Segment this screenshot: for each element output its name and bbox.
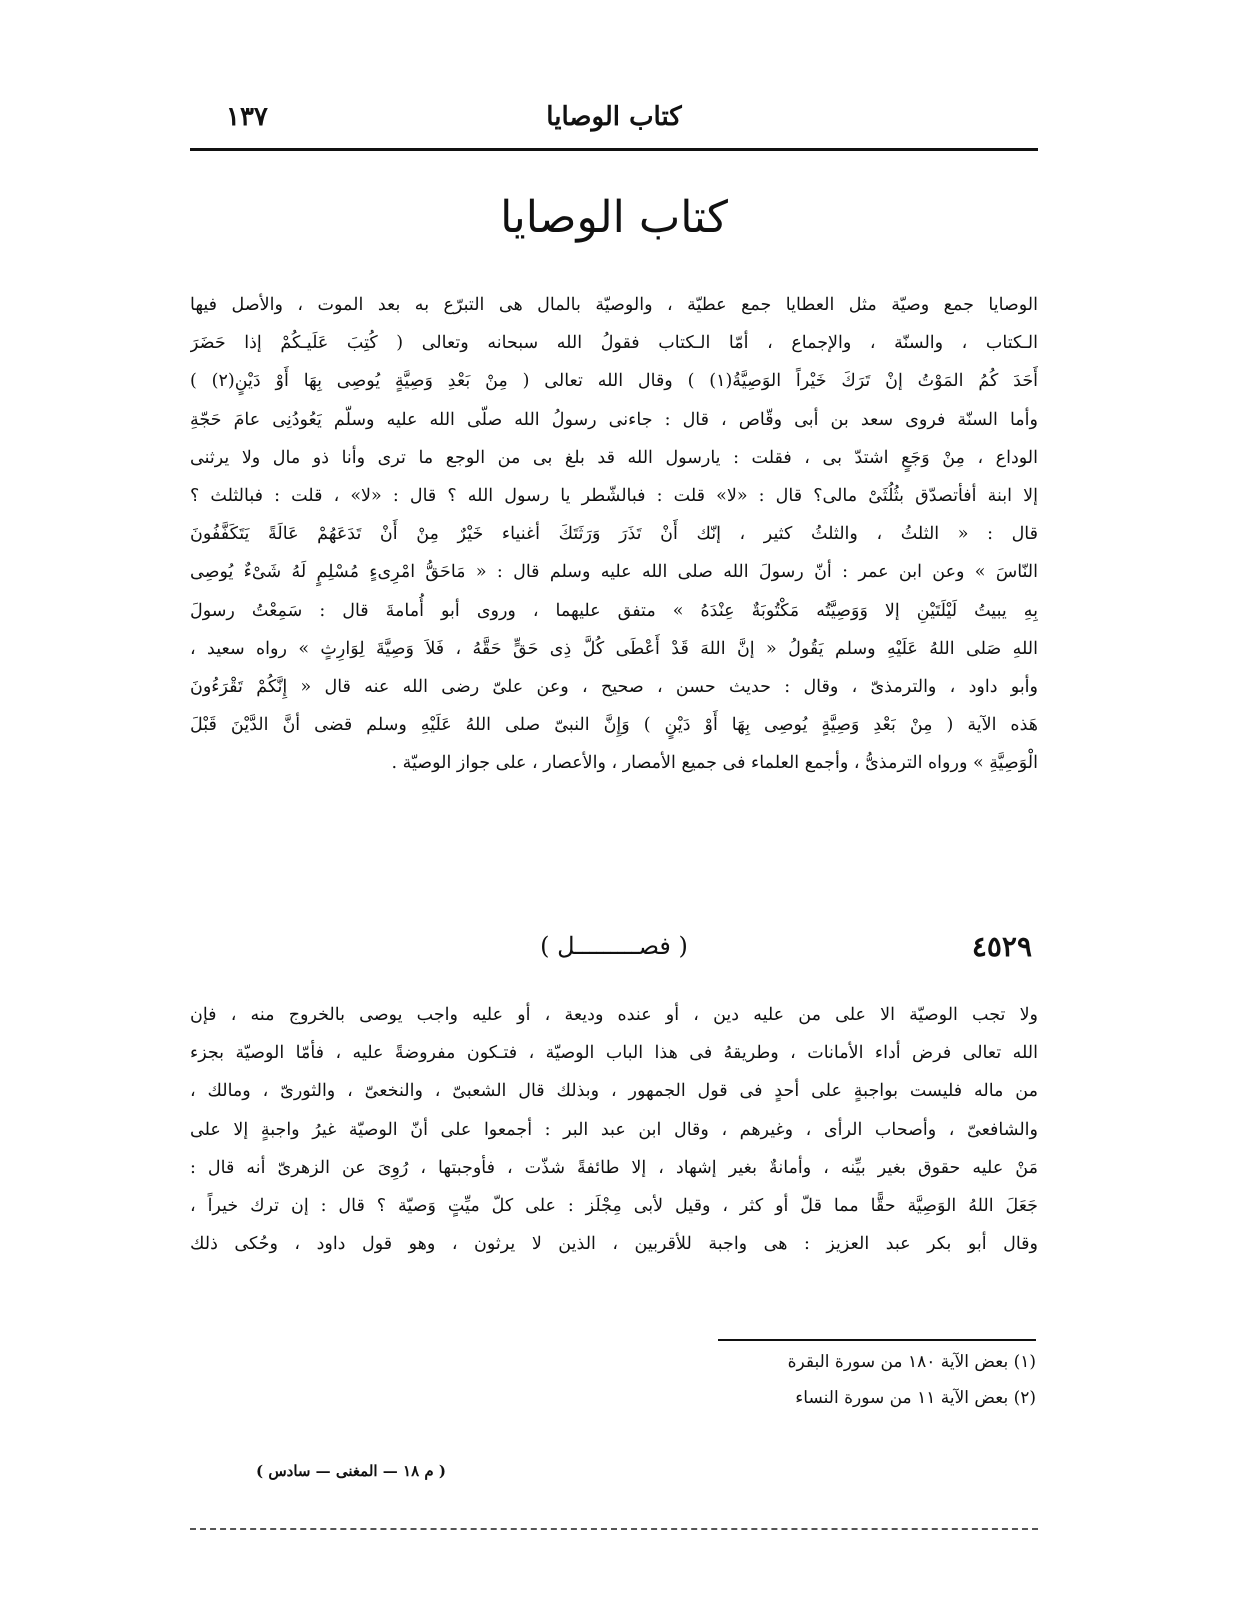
text-line: النّاسَ » وعن ابن عمر : أنّ رسولَ الله صلى الله عليه وسلم قال : « مَاحَقُّ امْرِىءٍ مُسْلِمٍ لَهُ شَىْءٌ يُوصِى (190, 562, 1038, 583)
text-line: وقال أبو بكر عبد العزيز : هى واجبة للأقربين ، الذين لا يرثون ، وهو قول داود ، وحُكى ذلك (190, 1234, 1038, 1255)
running-header-title: كتاب الوصايا (546, 102, 682, 132)
page-number: ١٣٧ (226, 102, 268, 132)
text-line: إلا ابنة أفأتصدّق بثُلُثَىْ مالى؟ قال : «لا» قلت : فبالشّطر يا رسول الله ؟ قال : «لا» ، قلت : فبالثلث ؟ (190, 485, 1038, 506)
text-line: الوصايا جمع وصيّة مثل العطايا جمع عطيّة ، والوصيّة بالمال هى التبرّع به بعد الموت ، والأصل فيها (190, 295, 1038, 315)
text-line: ولا تجب الوصيّة الا على من عليه دين ، أو عنده وديعة ، أو عليه واجب يوصى بالخروج منه ، فإن (190, 1005, 1038, 1025)
header-rule (190, 148, 1038, 151)
text-line: الـكتاب ، والسنّة ، والإجماع ، أمّا الـكتاب فقولُ الله سبحانه وتعالى ( كُتِبَ عَلَيـكُمْ إذا حَضَرَ (190, 333, 1038, 354)
bottom-rule (190, 1528, 1038, 1530)
footnotes (676, 1344, 1036, 1416)
running-header (190, 100, 1038, 144)
section-heading (190, 930, 1038, 976)
text-line: والشافعىّ ، وأصحاب الرأى ، وغيرهم ، وقال ابن عبد البر : أجمعوا على أنّ الوصيّة غيرُ واجبةٍ إلا على (190, 1119, 1038, 1140)
text-line: بِهِ يبيتُ لَيْلَتَيْنِ إلا وَوَصِيَّتُه مَكْتُوبَةٌ عِنْدَهُ » متفق عليهما ، وروى أبو أُمامةَ قال : سَمِعْتُ رسولَ (190, 600, 1038, 621)
text-line: الله تعالى فرض أداء الأمانات ، وطريقهُ فى هذا الباب الوصيّة ، فتـكون مفروضةً عليه ، فأمّا الوصيّة بجزء (190, 1043, 1038, 1064)
section-label: ( فصـــــــــل ) (540, 932, 688, 960)
intro-paragraph (190, 286, 1038, 782)
text-line: قال : « الثلثُ ، والثلثُ كثير ، إنّك أَنْ تَذَرَ وَرَثَتَكَ أغنياء خَيْرٌ مِنْ أَنْ تَدَعَهُمْ عَالَةً يَتَكَفَّفُونَ (190, 524, 1038, 545)
footnote: (٢) بعض الآية ١١ من سورة النساء (795, 1388, 1036, 1408)
text-line: اللهِ صَلى اللهُ عَلَيْهِ وسلم يَقُولُ « إنَّ اللهَ قَدْ أَعْطَى كُلَّ ذِى حَقٍّ حَقَّهُ ، فَلاَ وَصِيَّةَ لِوَارِثٍ » رواه سعيد ، (190, 638, 1038, 659)
footnote-rule (718, 1339, 1036, 1341)
text-line: من ماله فليست بواجبةٍ على أحدٍ فى قول الجمهور ، وبذلك قال الشعبىّ ، والنخعىّ ، والثورىّ ، ومالك ، (190, 1081, 1038, 1102)
text-line: مَنْ عليه حقوق بغير بيِّنه ، وأمانةٌ بغير إشهاد ، إلا طائفةً شذّت ، فأوجبتها ، رُوِىَ عن الزهرىّ أنه قال : (190, 1157, 1038, 1178)
text-line: أَحَدَ كُمُ المَوْتُ إنْ تَرَكَ خَيْراً الوَصِيَّةُ(١) ) وقال الله تعالى ( مِنْ بَعْدِ وَصِيَّةٍ يُوصِى بِهَا أَوْ دَيْنٍ(٢) ) (190, 371, 1038, 392)
section-number: ٤٥٢٩ (971, 930, 1032, 963)
section-paragraph (190, 996, 1038, 1263)
text-line: الْوَصِيَّةِ » ورواه الترمذىُّ ، وأجمع العلماء فى جميع الأمصار ، والأعصار ، على جواز الوصيّة . (391, 753, 1038, 774)
text-line: الوداع ، مِنْ وَجَعٍ اشتدّ بى ، فقلت : يارسول الله قد بلغ بى من الوجع ما ترى وأنا ذو مال ولا يرثنى (190, 447, 1038, 468)
print-signature: ( م ١٨ — المغنى — سادس ) (256, 1462, 446, 1480)
footnote: (١) بعض الآية ١٨٠ من سورة البقرة (787, 1352, 1036, 1372)
chapter-title: كتاب الوصايا (500, 192, 728, 243)
text-line: وأما السنّة فروى سعد بن أبى وقّاص ، قال : جاءنى رسولُ الله صلّى الله عليه وسلّم يَعُودُنِى عامَ حَجّةِ (190, 409, 1038, 430)
text-line: وأبو داود ، والترمذىّ ، وقال : حديث حسن ، صحيح ، وعن علىّ رضى الله عنه قال « إِنَّكُمْ تَقْرَءُونَ (190, 676, 1038, 697)
text-line: هَذه الآية ( مِنْ بَعْدِ وَصِيَّةٍ يُوصِى بِهَا أَوْ دَيْنٍ ) وَإِنَّ النبىّ صلى اللهُ عَلَيْهِ وسلم قضى أنَّ الدَّيْنَ قَبْلَ (190, 715, 1038, 736)
text-line: جَعَلَ اللهُ الوَصِيَّة حقًّا مما قلّ أو كثر ، وقيل لأبى مِجْلَز : على كلّ ميِّتٍ وَصيّة ؟ قال : إن ترك خيراً ، (190, 1195, 1038, 1216)
